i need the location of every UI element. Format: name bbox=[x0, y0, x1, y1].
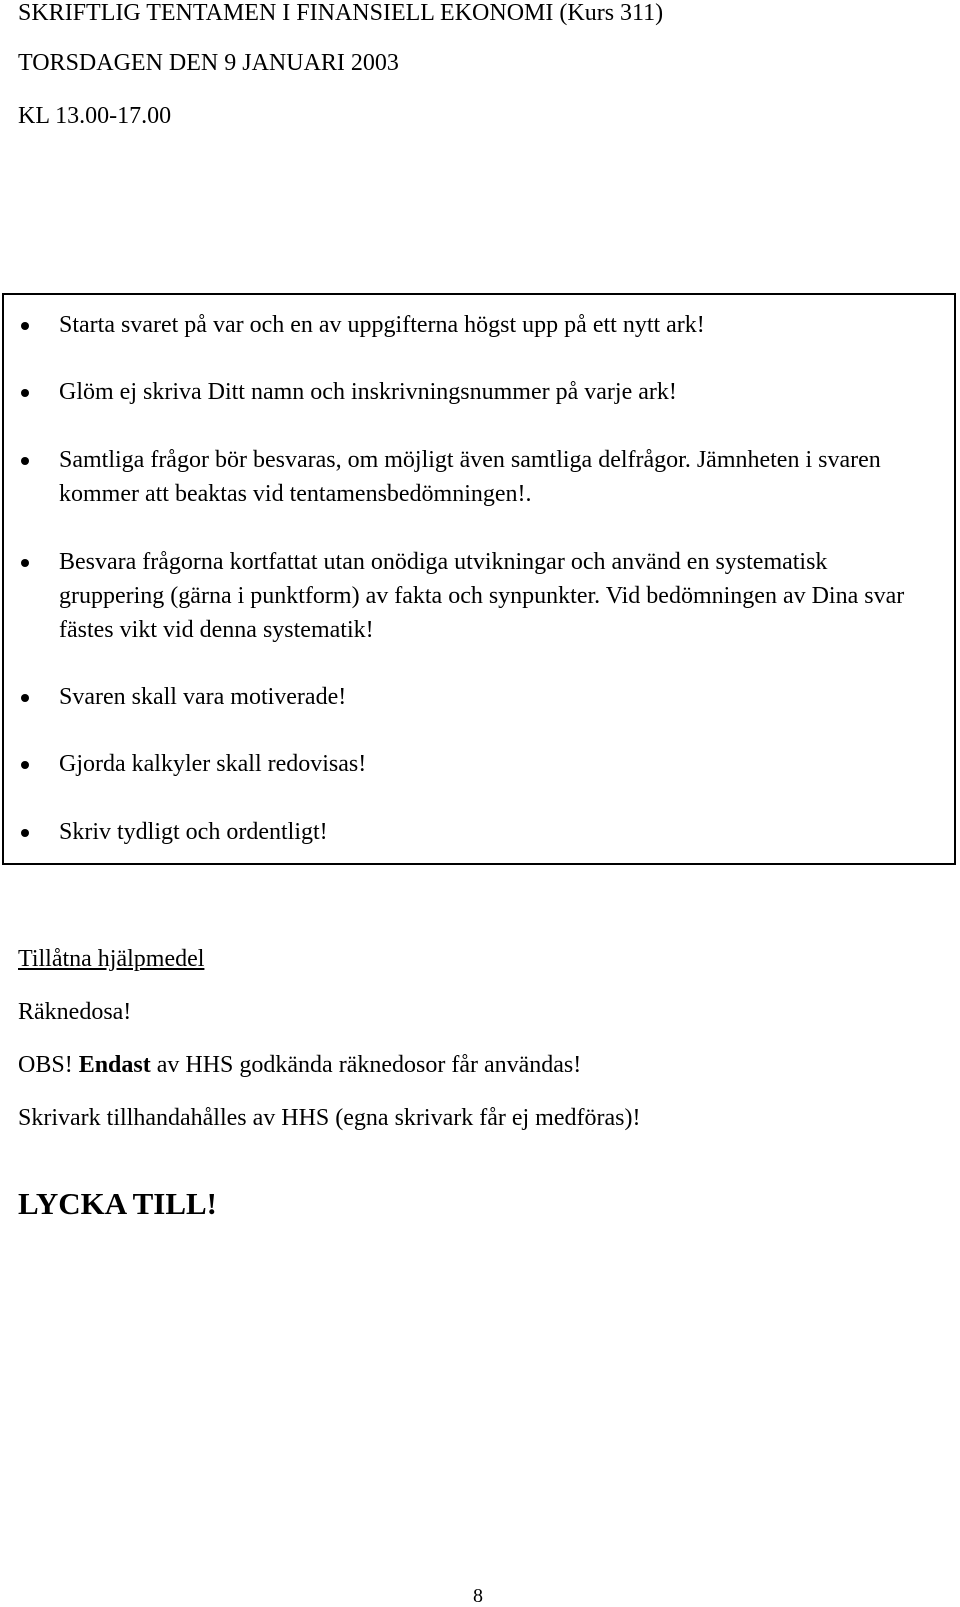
exam-date: TORSDAGEN DEN 9 JANUARI 2003 bbox=[18, 50, 399, 76]
note-text: av HHS godkända räknedosor får användas! bbox=[150, 1052, 582, 1078]
instruction-text: Skriv tydligt och ordentligt! bbox=[59, 819, 328, 845]
instruction-text: Samtliga frågor bör besvaras, om möjligt även samtliga delfrågor. Jämnheten i svaren kommer att beaktas vid tentamensbedömningen!. bbox=[59, 447, 881, 507]
bullet-icon bbox=[21, 761, 29, 769]
bullet-icon bbox=[21, 829, 29, 837]
closing-greeting: LYCKA TILL! bbox=[18, 1186, 218, 1221]
instruction-item bbox=[59, 443, 929, 511]
bullet-icon bbox=[21, 694, 29, 702]
instruction-text: Glöm ej skriva Ditt namn och inskrivningsnummer på varje ark! bbox=[59, 379, 677, 405]
note-prefix: OBS! bbox=[18, 1052, 79, 1078]
allowed-aids-calculator: Räknedosa! bbox=[18, 999, 132, 1025]
exam-time: KL 13.00-17.00 bbox=[18, 103, 172, 129]
instruction-item bbox=[59, 545, 929, 647]
bullet-icon bbox=[21, 322, 29, 330]
bullet-icon bbox=[21, 457, 29, 465]
instruction-text: Starta svaret på var och en av uppgifterna högst upp på ett nytt ark! bbox=[59, 312, 705, 338]
bullet-icon bbox=[21, 559, 29, 567]
allowed-aids-note bbox=[18, 1051, 581, 1079]
instruction-item bbox=[59, 375, 929, 409]
allowed-aids-heading: Tillåtna hjälpmedel bbox=[18, 946, 205, 972]
instructions-box bbox=[2, 293, 956, 865]
bullet-icon bbox=[21, 389, 29, 397]
page-number: 8 bbox=[473, 1585, 483, 1607]
instruction-text: Besvara frågorna kortfattat utan onödiga utvikningar och använd en systematisk gruppering (gärna i punktform) av fakta och synpunkter. Vid bedömningen av Dina svar fästes vikt vid denna systematik! bbox=[59, 549, 905, 643]
instruction-item bbox=[59, 747, 929, 781]
allowed-aids-paper: Skrivark tillhandahålles av HHS (egna skrivark får ej medföras)! bbox=[18, 1105, 641, 1131]
instruction-item bbox=[59, 308, 929, 342]
instruction-item bbox=[59, 815, 929, 849]
instruction-text: Svaren skall vara motiverade! bbox=[59, 684, 347, 710]
instruction-text: Gjorda kalkyler skall redovisas! bbox=[59, 751, 367, 777]
instruction-item bbox=[59, 680, 929, 714]
note-emphasis: Endast bbox=[78, 1052, 151, 1078]
exam-title: SKRIFTLIG TENTAMEN I FINANSIELL EKONOMI (Kurs 311) bbox=[18, 0, 664, 26]
